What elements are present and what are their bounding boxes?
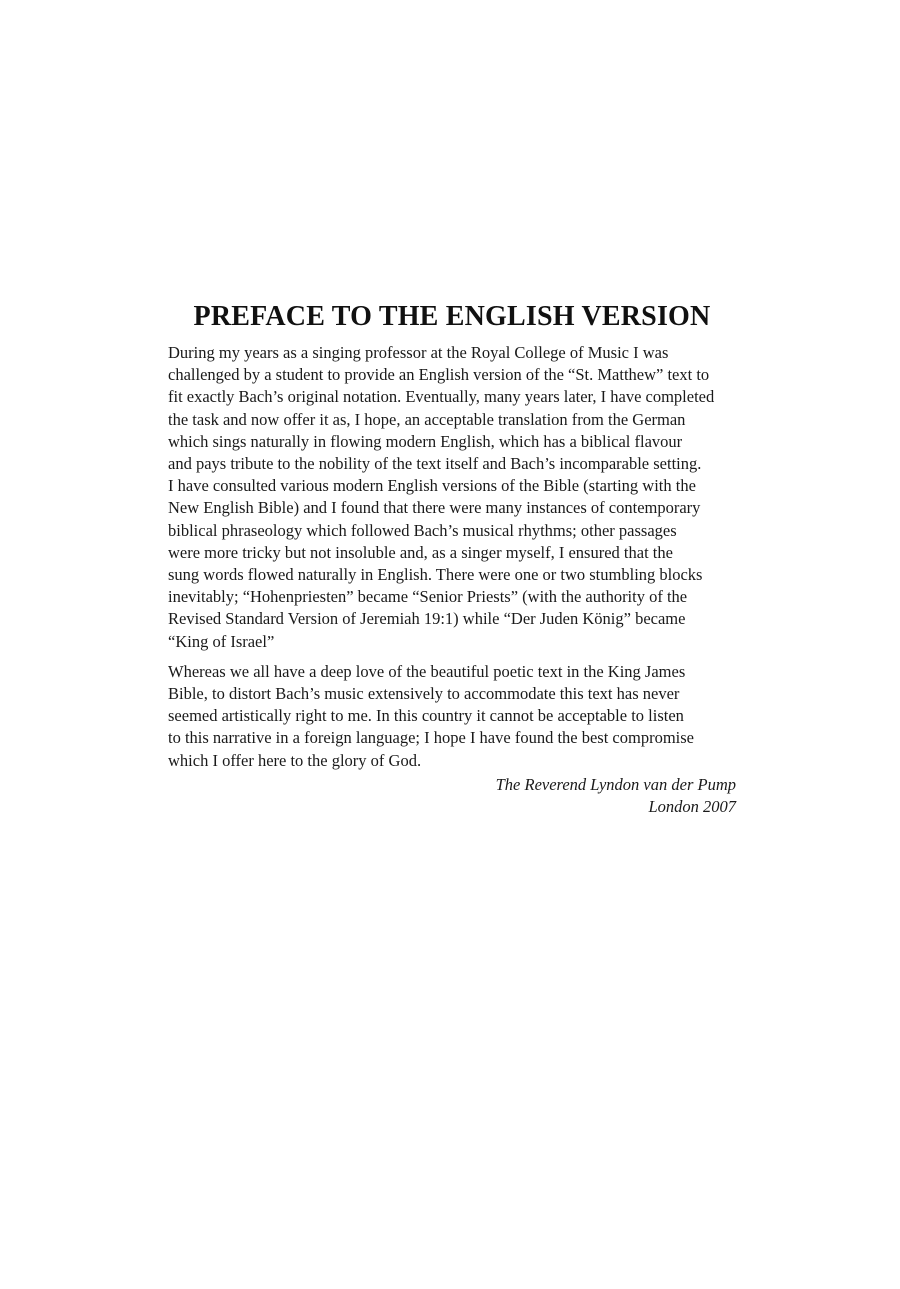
- text-line: challenged by a student to provide an English version of the “St. Matthew” text to: [168, 365, 710, 385]
- text-line: to this narrative in a foreign language; I hope I have found the best compromise: [168, 728, 695, 748]
- text-line: which sings naturally in flowing modern English, which has a biblical flavour: [168, 431, 683, 451]
- text-line: New English Bible) and I found that there were many instances of contemporary: [168, 498, 701, 518]
- signature-name: The Reverend Lyndon van der Pump: [495, 774, 736, 794]
- text-line: During my years as a singing professor at the Royal College of Music I was: [168, 343, 669, 362]
- text-line: I have consulted various modern English versions of the Bible (starting with the: [168, 476, 696, 496]
- text-line: which I offer here to the glory of God.: [168, 750, 422, 770]
- text-line: Whereas we all have a deep love of the beautiful poetic text in the King James: [168, 661, 686, 681]
- text-line: fit exactly Bach’s original notation. Eventually, many years later, I have completed: [168, 387, 715, 407]
- signature-block: [168, 774, 736, 818]
- text-line: Revised Standard Version of Jeremiah 19:1) while “Der Juden König” became: [168, 609, 686, 629]
- text-line: inevitably; “Hohenpriesten” became “Senior Priests” (with the authority of the: [168, 587, 688, 607]
- text-line: and pays tribute to the nobility of the text itself and Bach’s incomparable setting.: [168, 454, 702, 474]
- page-title: PREFACE TO THE ENGLISH VERSION: [193, 301, 711, 332]
- text-line: sung words flowed naturally in English. There were one or two stumbling blocks: [168, 565, 703, 585]
- text-line: biblical phraseology which followed Bach’s musical rhythms; other passages: [168, 520, 677, 540]
- text-line: Bible, to distort Bach’s music extensively to accommodate this text has never: [168, 684, 680, 704]
- text-line: seemed artistically right to me. In this country it cannot be acceptable to listen: [168, 706, 684, 726]
- preface-content: [168, 296, 736, 818]
- text-line: “King of Israel”: [168, 631, 275, 651]
- paragraph-1: [168, 342, 736, 653]
- text-line: were more tricky but not insoluble and, as a singer myself, I ensured that the: [168, 542, 673, 562]
- paragraph-2: [168, 661, 736, 772]
- signature-place-date: London 2007: [648, 797, 736, 817]
- text-line: the task and now offer it as, I hope, an acceptable translation from the German: [168, 409, 686, 429]
